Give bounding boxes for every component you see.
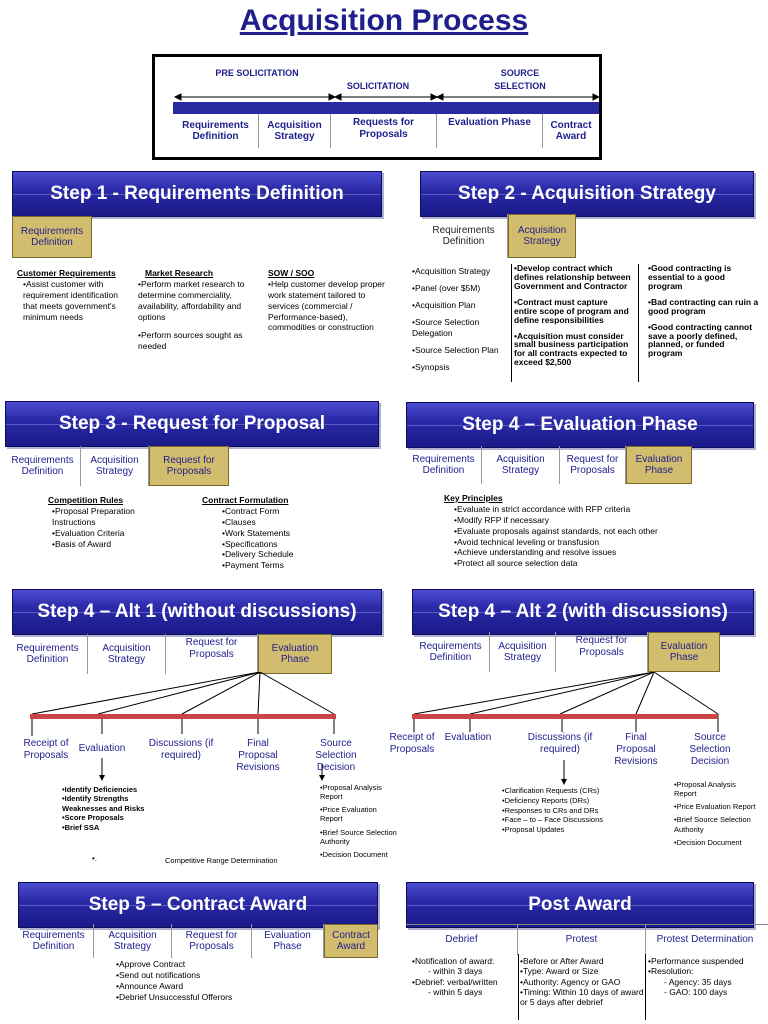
step5-tabs (14, 924, 382, 958)
list-item: • Assist customer with requirement identification that meets government's minimum needs (23, 279, 132, 323)
list-item: • Payment Terms (222, 560, 322, 571)
list-item: • Basis of Award (52, 539, 168, 550)
alt1-label-evaluation: Evaluation (78, 743, 126, 754)
list-item: • Proposal Updates (502, 825, 632, 835)
step2-tab-requirements-definition: Requirements Definition (420, 214, 508, 258)
list-item: • Work Statements (222, 528, 322, 539)
alt2-label-discussions: Discussions (if required) (527, 732, 593, 755)
list-item: • Timing: Within 10 days of award or 5 days after debrief (520, 987, 644, 1008)
step1-sow-soo (268, 268, 386, 333)
list-item: • Bad contracting can ruin a good program (648, 298, 760, 316)
list-item: • Brief Source Selection Authority (320, 828, 400, 846)
alt1-tabs (8, 634, 338, 674)
alt1-note: Competitive Range Determination (165, 856, 278, 865)
list-item: • Develop contract which defines relationship between Government and Contractor (514, 264, 632, 291)
step2-header: Step 2 - Acquisition Strategy (420, 171, 754, 217)
list-item: • Brief Source Selection Authority (674, 815, 756, 833)
phase-source-selection: SOURCE SELECTION (494, 68, 546, 91)
divider (638, 264, 639, 382)
step1-market-research (138, 268, 253, 352)
divider (518, 954, 519, 1020)
step1-customer-requirements (17, 268, 132, 322)
alt2-tabs (412, 632, 724, 672)
alt1-tab-requirements-definition: Requirements Definition (8, 634, 88, 674)
alt1-tab-acquisition-strategy: Acquisition Strategy (88, 634, 166, 674)
step4-tab-acquisition-strategy: Acquisition Strategy (482, 446, 560, 484)
list-item: • Panel (over $5M) (412, 283, 512, 294)
list-item: • Evaluate proposals against standards, not each other (454, 526, 724, 537)
alt1-label-decision: Source Selection Decision (315, 738, 357, 773)
timeline-acquisition-strategy: Acquisition Strategy (259, 114, 331, 148)
alt1-decision-items (320, 783, 400, 859)
market-research-heading: Market Research (145, 268, 214, 278)
page-title: Acquisition Process (239, 4, 529, 37)
list-item: • Proposal Analysis Report (674, 780, 756, 798)
list-item: • Proposal Analysis Report (320, 783, 400, 801)
list-item: • Price Evaluation Report (674, 802, 756, 811)
list-item: • Avoid technical leveling or transfusion (454, 537, 724, 548)
step5-tab-evaluation-phase: Evaluation Phase (252, 924, 324, 958)
post-tab-protest-determination: Protest Determination (656, 934, 754, 946)
list-item: • Source Selection Plan (412, 345, 512, 356)
step5-tab-contract-award: Contract Award (324, 924, 378, 958)
step2-mid (514, 264, 632, 367)
post-tab-protest: Protest (518, 925, 646, 955)
debrief-line: •Notification of award: (412, 956, 495, 966)
step5-tab-acquisition-strategy: Acquisition Strategy (94, 924, 172, 958)
list-item: • Clarification Requests (CRs) (502, 786, 632, 796)
step2-tab-acquisition-strategy: Acquisition Strategy (508, 214, 576, 258)
alt2-timeline-bar (412, 714, 718, 719)
list-item: • Proposal Preparation Instructions (52, 506, 168, 528)
list-item: • Approve Contract (116, 959, 296, 970)
step4-tab-evaluation-phase: Evaluation Phase (626, 446, 692, 484)
list-item: • Contract Form (222, 506, 322, 517)
alt2-tab-evaluation-phase: Evaluation Phase (648, 632, 720, 672)
timeline-requirements-definition: Requirements Definition (173, 114, 259, 148)
alt1-eval-items (62, 785, 172, 832)
key-principles-heading: Key Principles (444, 493, 503, 503)
list-item: • Before or After Award (520, 956, 644, 966)
alt2-label-receipt: Receipt of Proposals (389, 732, 435, 755)
step4-key-principles (444, 493, 724, 569)
list-item: • Type: Award or Size (520, 966, 644, 976)
list-item: • Deficiency Reports (DRs) (502, 796, 632, 806)
step3-contract-formulation (202, 495, 322, 571)
alt2-tab-acquisition-strategy: Acquisition Strategy (490, 632, 556, 672)
alt2-header: Step 4 – Alt 2 (with discussions) (412, 589, 754, 635)
list-item: • Debrief Unsuccessful Offerors (116, 992, 296, 1003)
list-item: • Send out notifications (116, 970, 296, 981)
list-item: • Good contracting is essential to a good program (648, 264, 760, 291)
step3-tab-request-for-proposals: Request for Proposals (149, 446, 229, 486)
contract-formulation-heading: Contract Formulation (202, 495, 289, 505)
step3-tab-requirements-definition: Requirements Definition (5, 446, 81, 486)
list-item: • Help customer develop proper work statement tailored to services (commercial / Performance-based), commodities or construction (268, 279, 386, 333)
phase-solicitation: SOLICITATION (346, 81, 410, 91)
step1-tab-requirements-definition: Requirements Definition (12, 216, 92, 258)
divider (511, 264, 512, 382)
post-protest-col (520, 956, 644, 1008)
list-item: • Acquisition must consider small business participation for all contracts expected to exceed $2,500 (514, 332, 632, 368)
step4-tab-request-for-proposals: Request for Proposals (560, 446, 626, 484)
alt1-bullet-dot: •. (92, 854, 98, 863)
post-debrief-col (412, 956, 520, 997)
alt2-label-final-revisions: Final Proposal Revisions (614, 732, 658, 767)
process-timeline (152, 54, 602, 160)
determination-line: - GAO: 100 days (664, 987, 728, 998)
list-item: • Decision Document (674, 838, 756, 847)
customer-requirements-heading: Customer Requirements (17, 268, 116, 278)
alt1-label-discussions: Discussions (if required) (148, 738, 214, 761)
alt1-tab-request-for-proposals: Request for Proposals (166, 634, 258, 674)
list-item: • Acquisition Strategy (412, 266, 512, 277)
step3-competition-rules (48, 495, 168, 549)
list-item: • Clauses (222, 517, 322, 528)
post-award-header: Post Award (406, 882, 754, 928)
step4-tabs (406, 446, 694, 484)
alt2-tab-request-for-proposals: Request for Proposals (556, 632, 648, 672)
step5-items (116, 959, 296, 1003)
list-item: • Perform market research to determine commerciality, availability, affordability and options (138, 279, 253, 323)
timeline-boxes (173, 114, 599, 148)
determination-line: •Resolution: (648, 966, 694, 977)
list-item: • Score Proposals (62, 813, 172, 822)
timeline-requests-for-proposals: Requests for Proposals (331, 114, 437, 148)
list-item: • Perform sources sought as needed (138, 330, 253, 352)
alt2-decision-items (674, 780, 756, 847)
list-item: • Authority: Agency or GAO (520, 977, 644, 987)
step2-right (648, 264, 760, 358)
list-item: • Responses to CRs and DRs (502, 806, 632, 816)
list-item: • Evaluation Criteria (52, 528, 168, 539)
post-tab-debrief: Debrief (406, 925, 518, 955)
list-item: • Specifications (222, 539, 322, 550)
list-item: • Protect all source selection data (454, 558, 724, 569)
step2-list (412, 266, 512, 373)
phase-pre-solicitation: PRE SOLICITATION (215, 68, 299, 78)
list-item: • Face – to – Face Discussions (502, 815, 632, 825)
alt1-label-final-revisions: Final Proposal Revisions (236, 738, 280, 773)
list-item: • Contract must capture entire scope of program and define responsibilities (514, 298, 632, 325)
step1-header: Step 1 - Requirements Definition (12, 171, 382, 217)
list-item: • Identify Strengths Weaknesses and Risks (62, 794, 172, 813)
step5-header: Step 5 – Contract Award (18, 882, 378, 928)
debrief-line: •Debrief: verbal/written (412, 976, 498, 987)
alt1-tab-evaluation-phase: Evaluation Phase (258, 634, 332, 674)
list-item: • Synopsis (412, 362, 512, 373)
step5-tab-requirements-definition: Requirements Definition (14, 924, 94, 958)
list-item: • Evaluate in strict accordance with RFP criteria (454, 504, 724, 515)
list-item: • Decision Document (320, 850, 400, 859)
debrief-line: - within 5 days (428, 987, 483, 998)
post-award-tabs (406, 924, 768, 954)
alt1-header: Step 4 – Alt 1 (without discussions) (12, 589, 382, 635)
post-determination-col (648, 956, 766, 997)
competition-rules-heading: Competition Rules (48, 495, 124, 505)
list-item: • Price Evaluation Report (320, 805, 400, 823)
timeline-contract-award: Contract Award (550, 119, 592, 142)
step5-tab-request-for-proposals: Request for Proposals (172, 924, 252, 958)
determination-line: - Agency: 35 days (664, 976, 732, 987)
list-item: • Announce Award (116, 981, 296, 992)
alt2-label-evaluation: Evaluation (444, 732, 492, 743)
list-item: • Modify RFP if necessary (454, 515, 724, 526)
sow-soo-heading: SOW / SOO (268, 268, 315, 278)
alt1-label-receipt: Receipt of Proposals (23, 738, 69, 761)
step4-header: Step 4 – Evaluation Phase (406, 402, 754, 448)
list-item: • Source Selection Delegation (412, 317, 512, 339)
list-item: • Brief SSA (62, 823, 172, 832)
alt1-timeline-bar (30, 714, 336, 719)
debrief-line: - within 3 days (428, 966, 483, 977)
list-item: • Identify Deficiencies (62, 785, 172, 794)
list-item: • Acquisition Plan (412, 300, 512, 311)
alt2-label-decision: Source Selection Decision (689, 732, 731, 767)
list-item: • Achieve understanding and resolve issues (454, 547, 724, 558)
step3-header: Step 3 - Request for Proposal (5, 401, 379, 447)
step4-tab-requirements-definition: Requirements Definition (406, 446, 482, 484)
list-item: • Good contracting cannot save a poorly defined, planned, or funded program (648, 323, 760, 359)
step3-tabs (5, 446, 233, 486)
list-item: • Delivery Schedule (222, 549, 322, 560)
alt2-disc-items (502, 786, 632, 835)
divider (645, 954, 646, 1020)
timeline-evaluation-phase: Evaluation Phase (437, 114, 543, 148)
alt2-tab-requirements-definition: Requirements Definition (412, 632, 490, 672)
step3-tab-acquisition-strategy: Acquisition Strategy (81, 446, 149, 486)
step2-tabs (420, 214, 600, 258)
determination-line: •Performance suspended (648, 956, 744, 966)
